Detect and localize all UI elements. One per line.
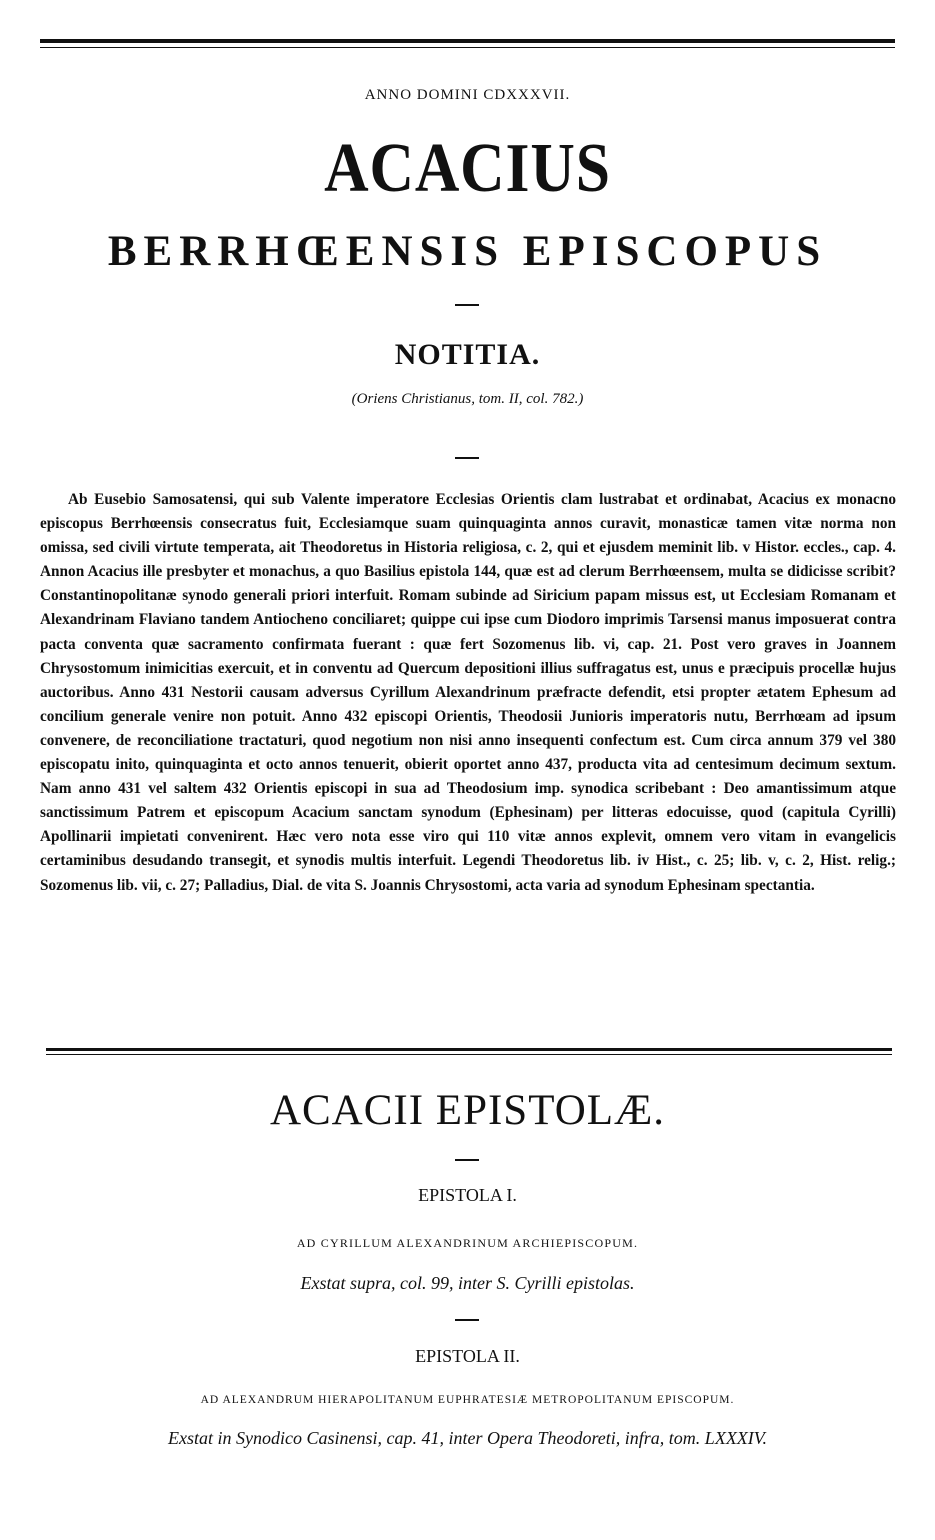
section-dash bbox=[455, 304, 479, 306]
author-title: ACACIUS bbox=[324, 130, 611, 207]
epistola-location: Exstat supra, col. 99, inter S. Cyrilli epistolas. bbox=[300, 1273, 635, 1293]
epistolae-heading: ACACII EPISTOLÆ. bbox=[269, 1087, 666, 1134]
epistola-addressee: AD CYRILLUM ALEXANDRINUM ARCHIEPISCOPUM. bbox=[296, 1236, 639, 1250]
section-dash bbox=[455, 1319, 479, 1321]
year-line: ANNO DOMINI CDXXXVII. bbox=[364, 87, 571, 103]
epistola-title: EPISTOLA II. bbox=[415, 1346, 520, 1366]
top-rule bbox=[40, 39, 895, 48]
epistola-location: Exstat in Synodico Casinensi, cap. 41, inter Opera Theodoreti, infra, tom. LXXXIV. bbox=[168, 1428, 767, 1448]
source-citation: (Oriens Christianus, tom. II, col. 782.) bbox=[351, 391, 584, 407]
section-dash bbox=[455, 1159, 479, 1161]
epistola-addressee: AD ALEXANDRUM HIERAPOLITANUM EUPHRATESIÆ METROPOLITANUM EPISCOPUM. bbox=[200, 1394, 735, 1406]
section-dash bbox=[455, 457, 479, 459]
epistola-title: EPISTOLA I. bbox=[418, 1185, 517, 1205]
middle-rule bbox=[46, 1048, 892, 1055]
episcopal-see-title: BERRHŒENSIS EPISCOPUS bbox=[107, 228, 828, 275]
notitia-paragraph: Ab Eusebio Samosatensi, qui sub Valente imperatore Ecclesias Orientis clam lustrabat et ordinabat, Acacius ex monacno episcopus Berrhœensis consecratus fuit, Ecclesiamque suam quinquaginta annos curavit, monasticæ tamen vitæ norma non omissa, sed civili virtute temperata, ait Theodoretus in Historia religiosa, c. 2, qui et ejusdem meminit lib. v Histor. eccles., cap. 4. Annon Acacius ille presbyter et monachus, a quo Basilius epistola 144, quæ est ad clerum Berrhœensem, multa se didicisse scribit? Constantinopolitanæ synodo generali priori interfuit. Romam subinde ad Siricium papam missus est, ut Ecclesiam Romanam et Alexandrinam Flaviano tandem Antiocheno conciliaret; quippe cui ipse cum Diodoro imprimis Tarsensi manus imposuerat contra pacta conventa quæ sacramento confirmata fuerant : quæ fert Sozomenus lib. vi, cap. 21. Post vero graves in Joannem Chrysostomum inimicitias exercuit, et in conventu ad Quercum depositioni illius suffragatus est, unus e præcipuis procellæ hujus auctoribus. Anno 431 Nestorii causam adversus Cyrillum Alexandrinum præfracte defendit, etsi propter ætatem Ephesum ad concilium generale venire non potuit. Anno 432 episcopi Orientis, Theodosii Junioris imperatoris nutu, Berrhœam ad ipsum convenere, de reconciliatione tractaturi, quod negotium non nisi anno insequenti confectum est. Cum circa annum 379 vel 380 episcopatu inito, quinquaginta et octo annos tenuerit, obierit oportet anno 437, producta vita ad centesimum decimum sextum. Nam anno 431 vel saltem 432 Orientis episcopi in sua ad Theodosium imp. synodica scribebant : Deo amantissimum atque sanctissimum Patrem et episcopum Acacium sanctam synodum (Ephesinam) per litteras edocuisse, quod (capitula Cyrilli) Apollinarii impietati convenirent. Hæc vero nota esse viro qui 110 vitæ annos explevit, omnem vero vitam in evangelicis certaminibus desudando transegit, et synodis multis interfuit. Legendi Theodoretus lib. iv Hist., c. 25; lib. v, c. 2, Hist. relig.; Sozomenus lib. vii, c. 27; Palladius, Dial. de vita S. Joannis Chrysostomi, acta varia ad synodum Ephesinam spectantia. bbox=[40, 491, 896, 894]
section-title-notitia: NOTITIA. bbox=[394, 338, 541, 371]
